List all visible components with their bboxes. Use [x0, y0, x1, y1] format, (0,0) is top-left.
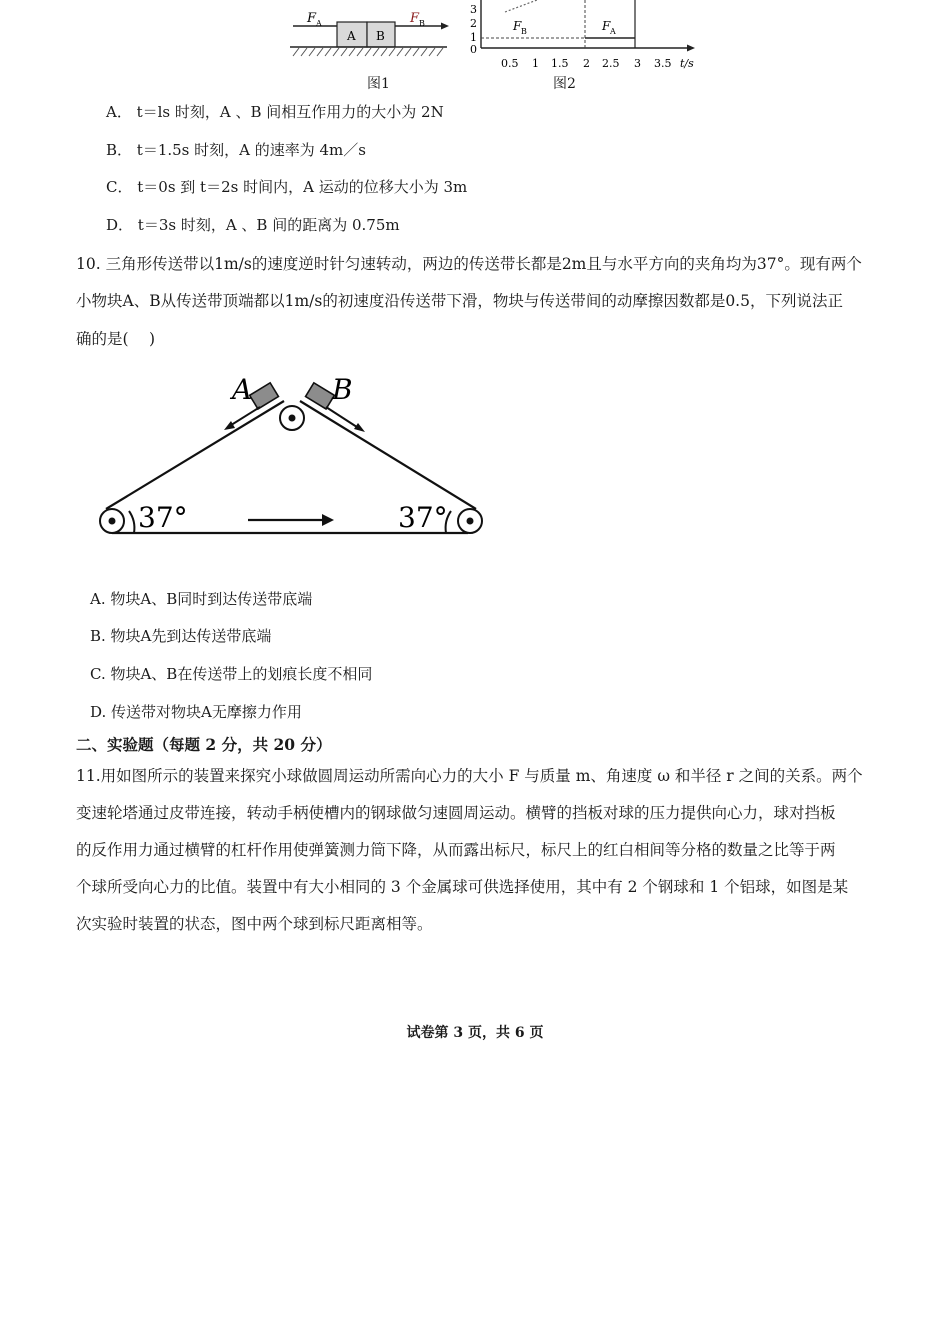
x-tick: 1	[532, 57, 539, 70]
q11-text-line: 的反作用力通过横臂的杠杆作用使弹簧测力筒下降，从而露出标尺，标尺上的红白相间等分格的数量之比等于两	[76, 841, 836, 859]
x-tick: 3	[634, 57, 641, 70]
y-tick: 0	[470, 43, 477, 56]
q9-option-a: A． t＝ls 时刻，A 、B 间相互作用力的大小为 2N	[106, 103, 444, 121]
y-tick: 3	[470, 3, 477, 16]
block-b-label: B	[376, 29, 385, 43]
force-b-sub: B	[419, 19, 425, 28]
x-axis-label: t/s	[680, 57, 694, 70]
pulley-left	[100, 509, 124, 533]
block-b	[306, 383, 335, 409]
x-tick: 1.5	[551, 57, 569, 70]
x-tick: 0.5	[501, 57, 519, 70]
angle-label-left: 37°	[138, 501, 188, 534]
q11-text-line: 变速轮塔通过皮带连接，转动手柄使槽内的钢球做匀速圆周运动。横臂的挡板对球的压力提供向心力，球对挡板	[76, 804, 836, 822]
figure-1-caption: 图1	[367, 76, 390, 92]
block-a-label: A	[347, 29, 356, 43]
q9-option-b: B． t＝1.5s 时刻，A 的速率为 4m／s	[106, 141, 366, 159]
x-tick: 3.5	[654, 57, 672, 70]
angle-label-right: 37°	[398, 501, 448, 534]
ground-hatching	[293, 48, 443, 56]
label-block-a: A	[232, 373, 253, 406]
figure-1	[285, 0, 455, 70]
q9-option-d: D． t＝3s 时刻，A 、B 间的距离为 0.75m	[106, 216, 400, 234]
angle-arc-left	[129, 511, 134, 533]
velocity-arrow-b	[326, 407, 360, 429]
x-tick: 2	[583, 57, 590, 70]
force-b-label: F	[410, 11, 420, 26]
q10-stem-line: 10. 三角形传送带以1m/s的速度逆时针匀速转动，两边的传送带长都是2m且与水平方向的夹角均为37°。现有两个	[76, 255, 862, 273]
q10-stem-line: 小物块A、B从传送带顶端都以1m/s的初速度沿传送带下滑，物块与传送带间的动摩擦因数都是0.5，下列说法正	[76, 292, 843, 310]
section-heading: 二、实验题（每题 2 分，共 20 分）	[76, 735, 332, 754]
q10-option-b: B. 物块A先到达传送带底端	[90, 627, 272, 645]
curve-fb-sub: B	[521, 27, 527, 36]
page-footer: 试卷第 3 页，共 6 页	[406, 1025, 544, 1041]
curve-fa-label: F	[602, 19, 611, 33]
q9-option-c: C． t＝0s 到 t＝2s 时间内，A 运动的位移大小为 3m	[106, 178, 468, 196]
block-a	[250, 383, 279, 409]
pulley-right	[458, 509, 482, 533]
force-a-sub: A	[316, 19, 322, 28]
y-tick: 1	[470, 31, 477, 44]
q10-option-a: A. 物块A、B同时到达传送带底端	[90, 590, 313, 608]
q10-option-d: D. 传送带对物块A无摩擦力作用	[90, 703, 302, 721]
q11-text-line: 个球所受向心力的比值。装置中有大小相同的 3 个金属球可供选择使用，其中有 2 个钢球和 1 个铝球，如图是某	[76, 878, 849, 896]
force-a-label: F	[307, 11, 317, 26]
x-tick: 2.5	[602, 57, 620, 70]
belt-right-side	[300, 401, 476, 509]
curve-fb-label: F	[513, 19, 522, 33]
curve-fa-sub: A	[610, 27, 616, 36]
pulley-top	[280, 406, 304, 430]
q10-option-c: C. 物块A、B在传送带上的划痕长度不相同	[90, 665, 373, 683]
q11-text-line: 次实验时装置的状态，图中两个球到标尺距离相等。	[76, 915, 433, 933]
q10-stem-line: 确的是( )	[76, 330, 156, 348]
belt-left-side	[106, 401, 284, 509]
figure-2-caption: 图2	[553, 76, 576, 92]
q11-text-line: 11.用如图所示的装置来探究小球做圆周运动所需向心力的大小 F 与质量 m、角速度 ω 和半径 r 之间的关系。两个	[76, 767, 863, 785]
conveyor-diagram	[90, 365, 500, 550]
figure-2	[465, 0, 705, 75]
curve-fb	[505, 0, 537, 12]
label-block-b: B	[332, 373, 353, 406]
y-tick: 2	[470, 17, 477, 30]
